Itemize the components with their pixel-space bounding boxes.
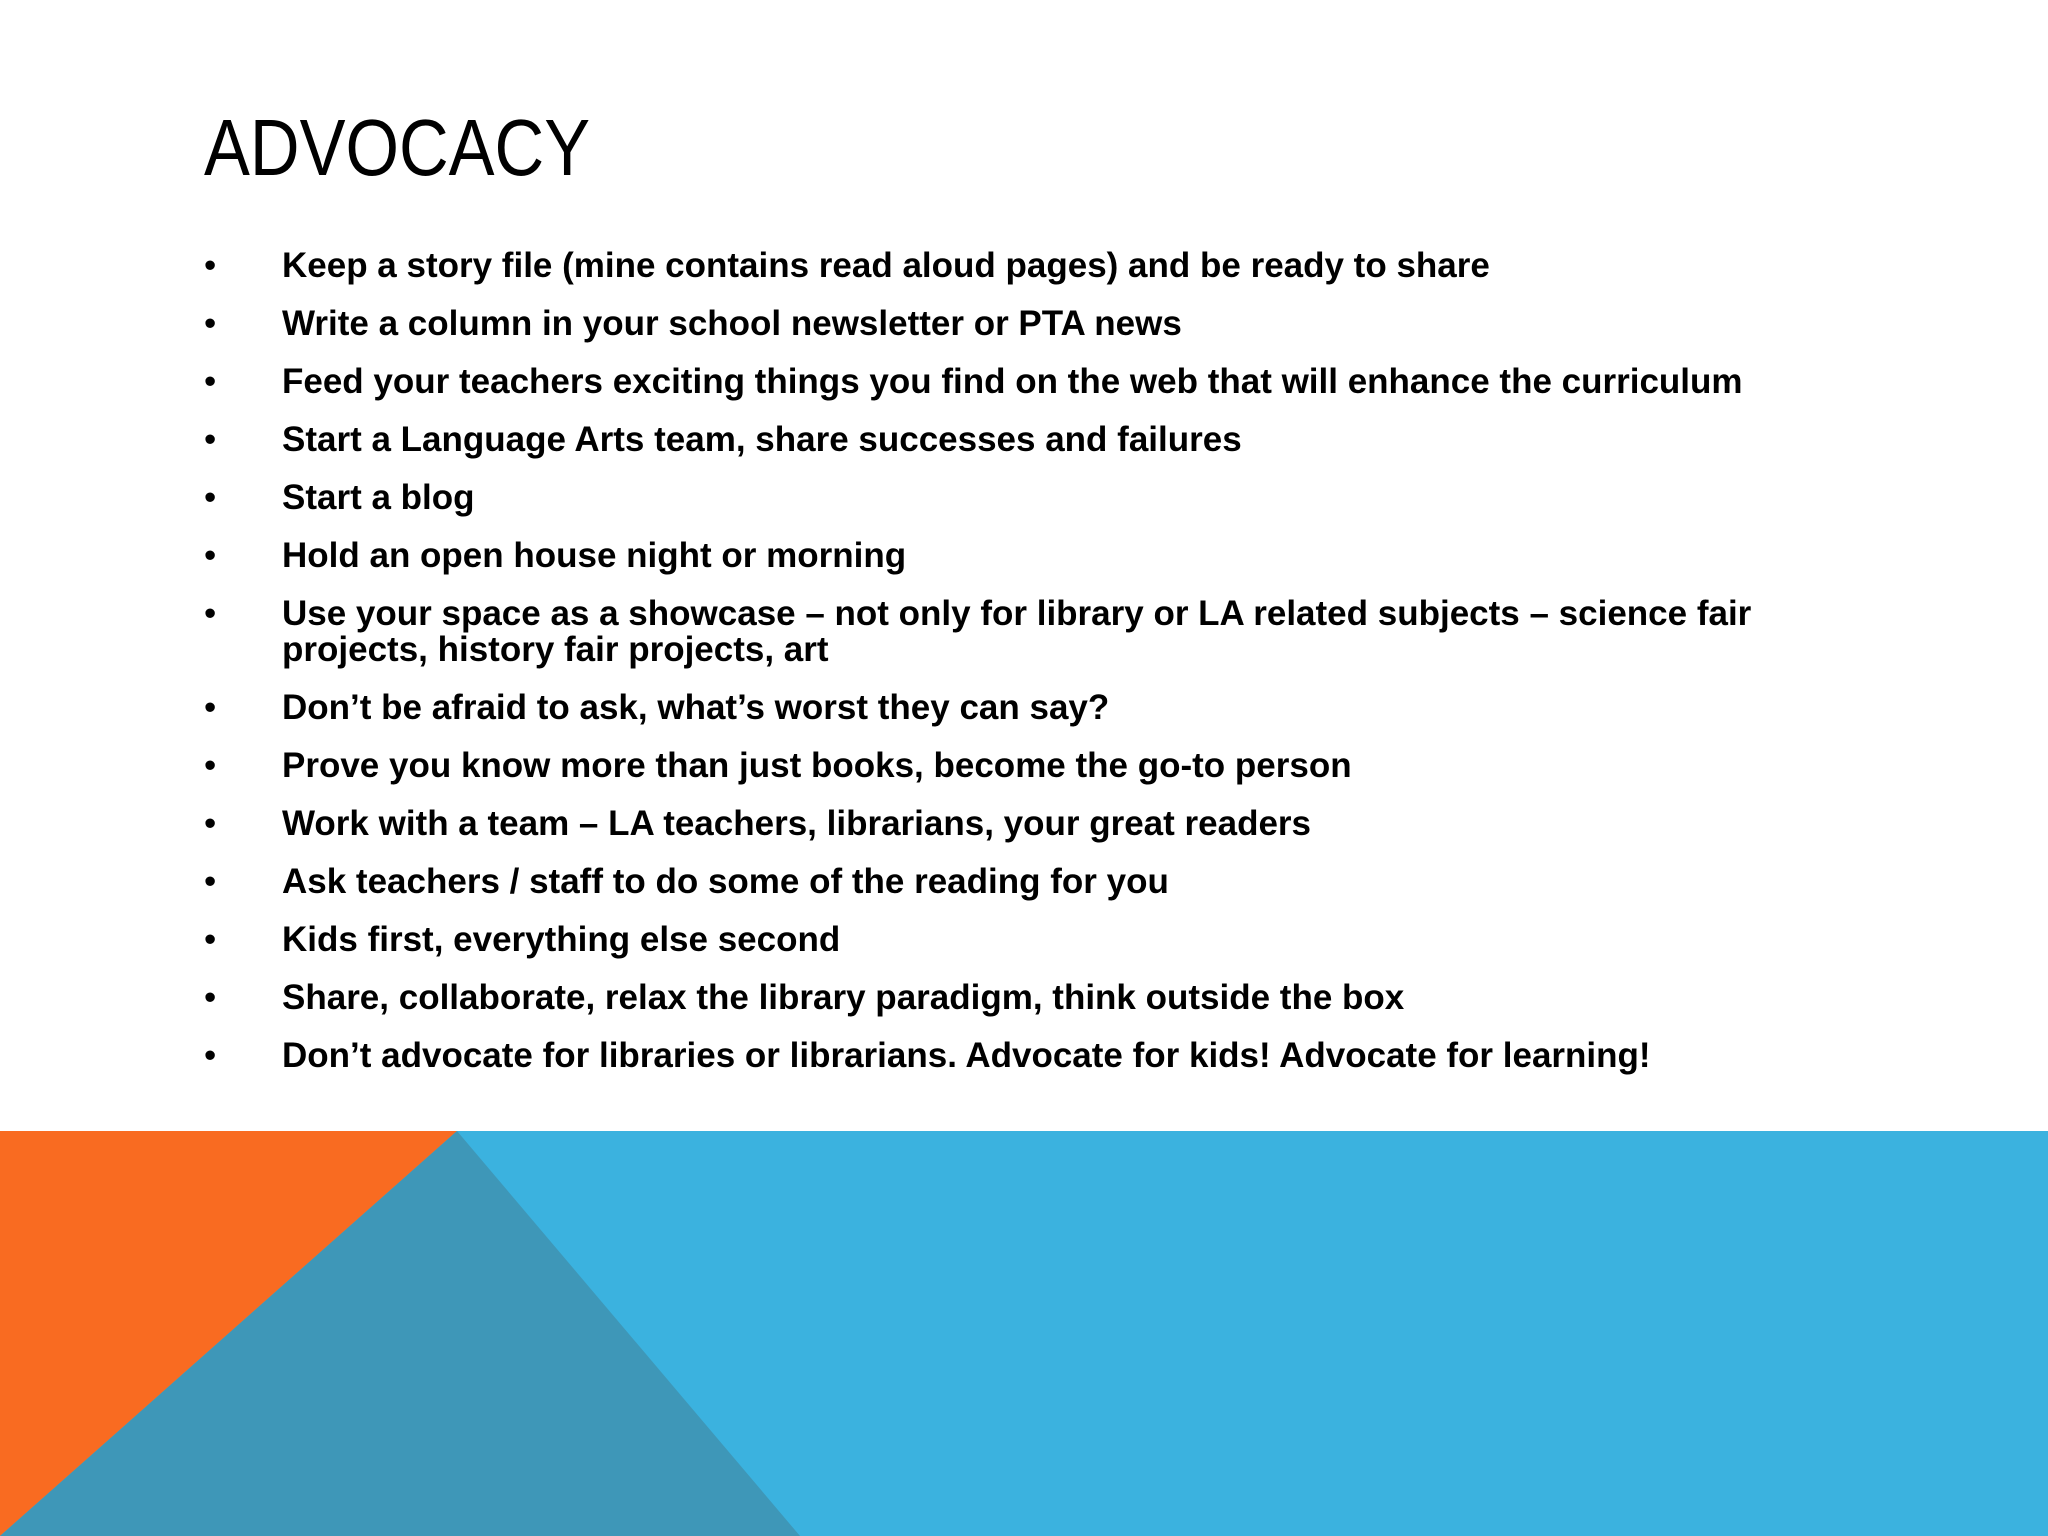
bullet-glyph: • (204, 688, 217, 727)
bullet-text: Don’t advocate for libraries or librarians. Advocate for kids! Advocate for learning! (282, 1036, 1651, 1075)
bullet-item (204, 980, 1844, 1016)
bullet-glyph: • (204, 420, 217, 459)
bullet-glyph: • (204, 804, 217, 843)
bullet-item (204, 596, 1844, 668)
bullet-text: Keep a story file (mine contains read aloud pages) and be ready to share (282, 246, 1490, 285)
bullet-glyph: • (204, 978, 217, 1017)
bullet-item (204, 480, 1844, 516)
bullet-glyph: • (204, 862, 217, 901)
bullet-item (204, 306, 1844, 342)
bullet-text: Start a blog (282, 478, 475, 517)
bullet-item (204, 748, 1844, 784)
bullet-glyph: • (204, 246, 217, 285)
bullet-item (204, 864, 1844, 900)
bullet-glyph: • (204, 746, 217, 785)
bullet-item (204, 806, 1844, 842)
decorative-footer-band (0, 1131, 2048, 1536)
bullet-glyph: • (204, 920, 217, 959)
bullet-text: Use your space as a showcase – not only for library or LA related subjects – science fair projects, history fair projects, art (282, 594, 1752, 669)
bullet-text: Hold an open house night or morning (282, 536, 907, 575)
bullet-item (204, 922, 1844, 958)
bullet-item (204, 538, 1844, 574)
bullet-item (204, 1038, 1844, 1074)
bullet-item (204, 422, 1844, 458)
bullet-list (204, 248, 1844, 1096)
bullet-text: Share, collaborate, relax the library paradigm, think outside the box (282, 978, 1405, 1017)
bullet-glyph: • (204, 1036, 217, 1075)
bullet-text: Start a Language Arts team, share successes and failures (282, 420, 1242, 459)
bullet-glyph: • (204, 304, 217, 343)
bullet-glyph: • (204, 536, 217, 575)
bullet-text: Kids first, everything else second (282, 920, 841, 959)
bullet-glyph: • (204, 362, 217, 401)
bullet-text: Don’t be afraid to ask, what’s worst they can say? (282, 688, 1110, 727)
bullet-item (204, 690, 1844, 726)
bullet-text: Feed your teachers exciting things you find on the web that will enhance the curriculum (282, 362, 1743, 401)
bullet-item (204, 364, 1844, 400)
bullet-text: Prove you know more than just books, become the go-to person (282, 746, 1352, 785)
bullet-glyph: • (204, 478, 217, 517)
bullet-text: Ask teachers / staff to do some of the reading for you (282, 862, 1169, 901)
bullet-item (204, 248, 1844, 284)
bullet-text: Work with a team – LA teachers, librarians, your great readers (282, 804, 1311, 843)
bullet-glyph: • (204, 594, 217, 633)
bullet-text: Write a column in your school newsletter or PTA news (282, 304, 1182, 343)
slide-title: ADVOCACY (204, 103, 591, 192)
